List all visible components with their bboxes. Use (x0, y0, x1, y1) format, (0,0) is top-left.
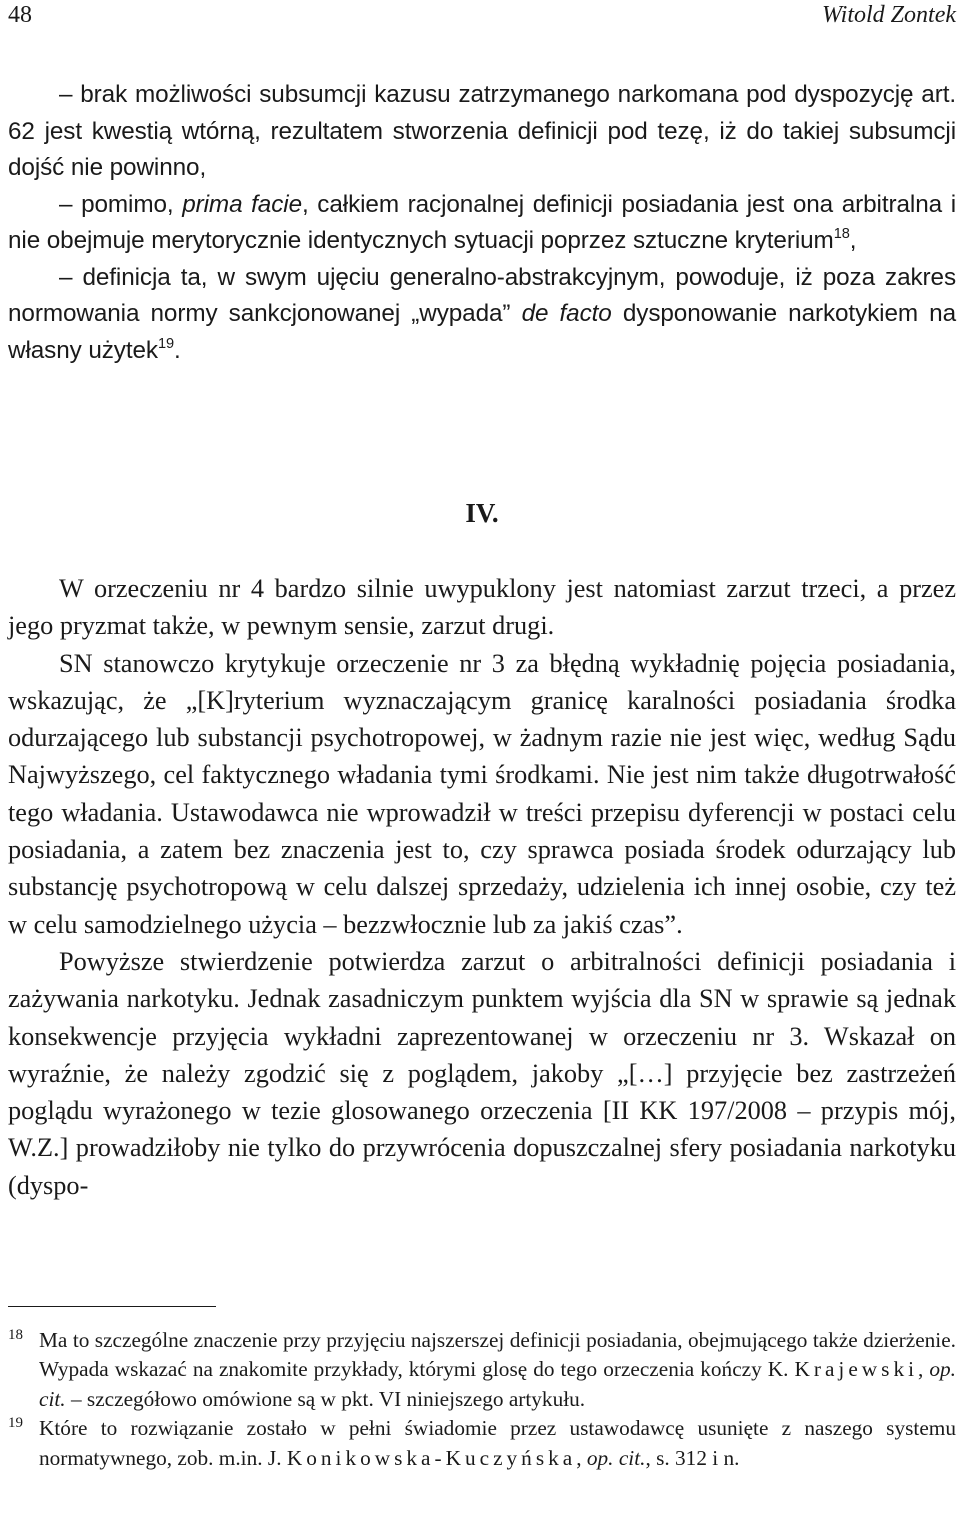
paragraph: Powyższe stwierdzenie potwierdza zarzut o arbitralności definicji posiadania i zażywania narkotyku. Jednak zasadniczym punktem wyjścia dla SN w sprawie są jednak konsekwencje przyjęcia wykładni zaprezentowanej w orzeczeniu nr 3. Wskazał on wyraźnie, że należy zgodzić się z poglądem, jakoby „[…] przyjęcie bez zastrzeżeń poglądu wyrażonego w tezie glosowanego orzeczenia [II KK 197/2008 – przypis mój, W.Z.] prowadziłoby nie tylko do przywrócenia dopuszczalnej sfery posiadania narkotyku (dyspo- (8, 946, 956, 1200)
footnote-number: 18 (8, 1327, 23, 1343)
list-item (8, 187, 956, 260)
footnote (8, 1414, 956, 1473)
footnote-ref[interactable]: 18 (833, 225, 850, 242)
latin-term: prima facie (182, 190, 302, 218)
citation-abbrev: op. cit. (39, 1357, 956, 1411)
footnote-text: – szczegółowo omówione są w pkt. VI niniejszego artykułu. (65, 1386, 586, 1411)
footnote-text: Które to rozwiązanie zostało w pełni świadomie przez ustawodawcę usunięte z naszego systemu normatywnego, zob. m.in. J. (39, 1416, 956, 1470)
list-item-punct: , (849, 227, 857, 254)
author-name: Konikowska-Kuczyńska (286, 1445, 577, 1470)
citation-abbrev: op. cit. (586, 1445, 646, 1470)
list-item-punct: . (173, 336, 181, 364)
list-item (8, 260, 956, 370)
list-item-text: dysponowanie narkotykiem na własny użytek (8, 300, 957, 364)
list-item-text: – definicja ta, w swym ujęciu generalno-abstrakcyjnym, powoduje, iż poza zakres normowania normy sankcjonowanej „wypada” (8, 263, 956, 327)
footnote-text: , s. 312 i n. (645, 1445, 740, 1470)
list-item-text: – pomimo, (59, 190, 183, 218)
footnotes (8, 1326, 956, 1473)
list-item-text: , całkiem racjonalnej definicji posiadania jest ona arbitralna i nie obejmuje merytorycznie identycznych sytuacji poprzez sztuczne kryterium (8, 190, 956, 254)
footnote-divider (8, 1306, 216, 1307)
running-head: Witold Zontek (822, 2, 956, 28)
section-heading: IV. (465, 498, 499, 528)
list-item (8, 77, 956, 187)
latin-term: de facto (521, 300, 612, 327)
main-text (8, 570, 956, 1204)
page-number: 48 (8, 2, 32, 28)
footnote-text: Ma to szczególne znaczenie przy przyjęciu najszerszej definicji posiadania, obejmującego także dzierżenie. Wypada wskazać na znakomite przykłady, którymi glosę do tego orzeczenia kończy K. (39, 1328, 956, 1382)
footnote-text: , (918, 1357, 930, 1382)
footnote-text: , (576, 1445, 587, 1470)
page-header (8, 2, 956, 32)
paragraph: W orzeczeniu nr 4 bardzo silnie uwypuklony jest natomiast zarzut trzeci, a przez jego pryzmat także, w pewnym sensie, zarzut drugi. (8, 574, 956, 641)
document-page (8, 0, 956, 1538)
paragraph: SN stanowczo krytykuje orzeczenie nr 3 za błędną wykładnię pojęcia posiadania, wskazując, że „[K]ryterium wyznaczającym granicę karalności posiadania środka odurzającego lub substancji psychotropowej, w żadnym razie nie jest więc, według Sądu Najwyższego, cel faktycznego władania tymi środkami. Nie jest nim także długotrwałość tego władania. Ustawodawca nie wprowadził w treści przepisu dyferencji w postaci celu posiadania, a zatem bez znaczenia jest to, czy sprawca posiada środek odurzający lub substancję psychotropową w celu dalszej sprzedaży, udzielenia ich innej osobie, czy też w celu samodzielnego użycia – bezzwłocznie lub za jakiś czas”. (8, 648, 956, 939)
list-section (8, 77, 956, 369)
list-item-text: – brak możliwości subsumcji kazusu zatrzymanego narkomana pod dyspozycję art. 62 jest kwestią wtórną, rezultatem stworzenia definicji pod tezę, iż do takiej subsumcji dojść nie powinno, (8, 81, 956, 181)
author-name: Krajewski (794, 1357, 919, 1382)
footnote-number: 19 (8, 1415, 23, 1432)
footnote (8, 1326, 956, 1414)
footnote-ref[interactable]: 19 (157, 335, 174, 352)
